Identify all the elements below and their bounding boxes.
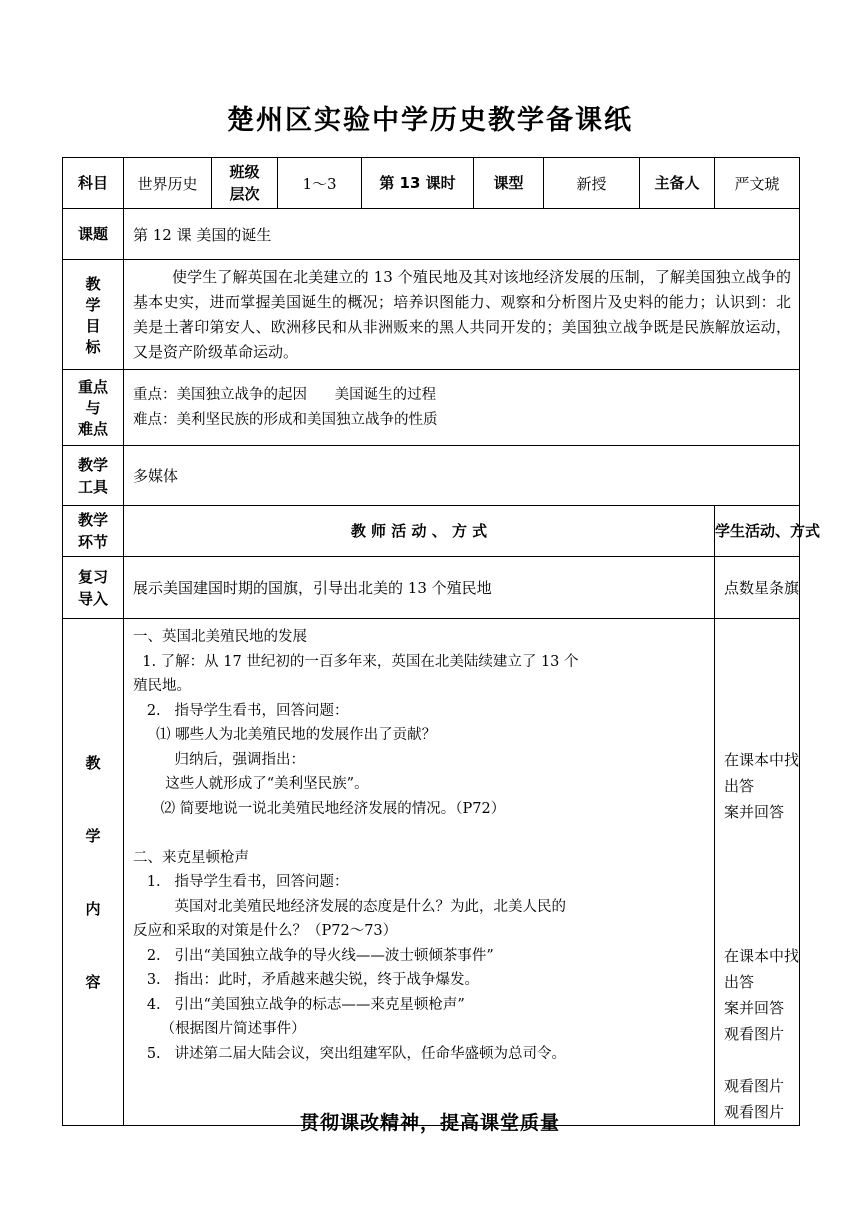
content-line: 归纳后，强调指出： (133, 751, 305, 768)
student-line: 观看图片 (724, 1025, 785, 1043)
student-line (724, 877, 799, 903)
goals-label-char: 标 (85, 337, 101, 356)
class-label-line1: 班级 (229, 163, 260, 181)
type-value: 新授 (544, 158, 640, 209)
student-activity-header (715, 506, 821, 557)
preparer-label: 主备人 (640, 158, 715, 209)
student-line: 观看图片 (724, 1077, 785, 1095)
subject-label: 科目 (63, 158, 124, 209)
period-value: 第 13 课时 (362, 158, 474, 209)
subject-value: 世界历史 (124, 158, 212, 209)
content-line: 5. 讲述第二届大陆会议，突出组建军队，任命华盛顿为总司令。 (133, 1045, 566, 1062)
content-line: 4. 引出“美国独立战争的标志——来克星顿枪声” (133, 996, 465, 1013)
tools-label (63, 446, 124, 506)
review-label (63, 557, 124, 619)
review-label-line2: 导入 (77, 589, 108, 608)
content-line: ⑵ 简要地说一说北美殖民地经济发展的情况。（P72） (133, 800, 506, 817)
phases-label-line2: 环节 (77, 533, 108, 551)
content-label-char: 内 (85, 900, 101, 918)
key-point-line: 重点：美国独立战争的起因 美国诞生的过程 (133, 387, 437, 403)
key-points-row (63, 370, 800, 446)
class-label-line2: 层次 (229, 185, 260, 203)
review-student-activity: 点数星条旗 (715, 557, 800, 619)
content-student-activity (715, 619, 800, 1126)
content-label-char: 教 (85, 754, 101, 772)
content-line: ⑴ 哪些人为北美殖民地的发展作出了贡献？ (133, 727, 437, 743)
content-row (63, 619, 800, 1126)
page-footer: 贯彻课改精神，提高课堂质量 (299, 1112, 560, 1134)
goals-label-char: 学 (85, 295, 101, 314)
content-line: 殖民地。 (133, 678, 191, 694)
phases-label-line1: 教学 (77, 511, 108, 529)
review-row (63, 557, 800, 619)
class-value: 1～3 (278, 158, 362, 209)
student-line: 观看图片 (724, 1103, 785, 1121)
key-points-label-part: 重点 (77, 378, 108, 396)
key-points-label (63, 370, 124, 446)
phases-header-row (63, 506, 800, 557)
student-line: 在课本中找出答 (724, 751, 800, 795)
content-line: 反应和采取的对策是什么？（P72～73） (133, 923, 398, 939)
content-line: 二、来克星顿枪声 (133, 849, 249, 866)
content-line: （根据图片简述事件） (133, 1021, 306, 1037)
teacher-activity-header: 教 师 活 动 、 方 式 (124, 506, 715, 557)
header-row (63, 158, 800, 209)
content-line: 3. 指出：此时，矛盾越来越尖锐，终于战争爆发。 (133, 972, 479, 988)
student-line (724, 1047, 799, 1073)
difficult-point-line: 难点：美利坚民族的形成和美国独立战争的性质 (133, 411, 438, 428)
content-teacher-activity (124, 619, 715, 1126)
content-label-char: 容 (85, 973, 101, 991)
student-line (724, 929, 799, 943)
tools-row (63, 446, 800, 506)
tools-label-line2: 工具 (77, 477, 108, 496)
student-activity-header-text: 学生活动、方式 (715, 522, 821, 540)
key-points-text (124, 370, 800, 446)
topic-value: 第 12 课 美国的诞生 (124, 209, 800, 260)
content-line (133, 821, 714, 846)
student-line: 案并回答 (724, 999, 785, 1017)
student-line (724, 851, 799, 877)
student-line: 在课本中找出答 (724, 947, 800, 991)
type-label: 课型 (474, 158, 544, 209)
content-line: 1. 了解：从 17 世纪初的一百多年来，英国在北美陆续建立了 13 个 (133, 653, 579, 670)
content-line: 1. 指导学生看书，回答问题： (133, 874, 349, 890)
topic-label: 课题 (63, 209, 124, 260)
page-title: 楚州区实验中学历史教学备课纸 (227, 105, 633, 136)
content-label-char: 学 (85, 827, 101, 845)
class-label (212, 158, 278, 209)
goals-text: 使学生了解英国在北美建立的 13 个殖民地及其对该地经济发展的压制，了解美国独立战争的基本史实，进而掌握美国诞生的概况；培养识图能力、观察和分析图片及史料的能力；认识到：北美是土著印第安人、欧洲移民和从非洲贩来的黑人共同开发的；美国独立战争既是民族解放运动，又是资产阶级革命运动。 (124, 260, 800, 370)
review-label-line1: 复习 (77, 567, 108, 586)
goals-label (63, 260, 124, 370)
content-line: 2. 指导学生看书，回答问题： (133, 702, 349, 719)
content-label (63, 619, 124, 1126)
student-line (724, 825, 799, 851)
phases-label (63, 506, 124, 557)
lesson-plan-table (62, 157, 821, 1126)
key-points-label-part: 难点 (77, 420, 108, 438)
content-line: 一、英国北美殖民地的发展 (133, 629, 307, 645)
content-line: 2. 引出“美国独立战争的导火线——波士顿倾茶事件” (133, 947, 494, 964)
content-line: 这些人就形成了“美利坚民族”。 (133, 776, 369, 792)
goals-label-char: 教 (85, 274, 101, 293)
preparer-value: 严文琥 (715, 158, 800, 209)
tools-label-line1: 教学 (77, 455, 108, 474)
student-line (724, 903, 799, 929)
key-points-label-part: 与 (85, 399, 101, 417)
goals-label-char: 目 (85, 316, 101, 335)
review-teacher-activity: 展示美国建国时期的国旗，引导出北美的 13 个殖民地 (124, 557, 715, 619)
tools-value: 多媒体 (124, 446, 800, 506)
topic-row (63, 209, 800, 260)
content-line: 英国对北美殖民地经济发展的态度是什么？为此，北美人民的 (133, 898, 566, 915)
goals-row (63, 260, 800, 370)
student-line: 案并回答 (724, 803, 785, 821)
